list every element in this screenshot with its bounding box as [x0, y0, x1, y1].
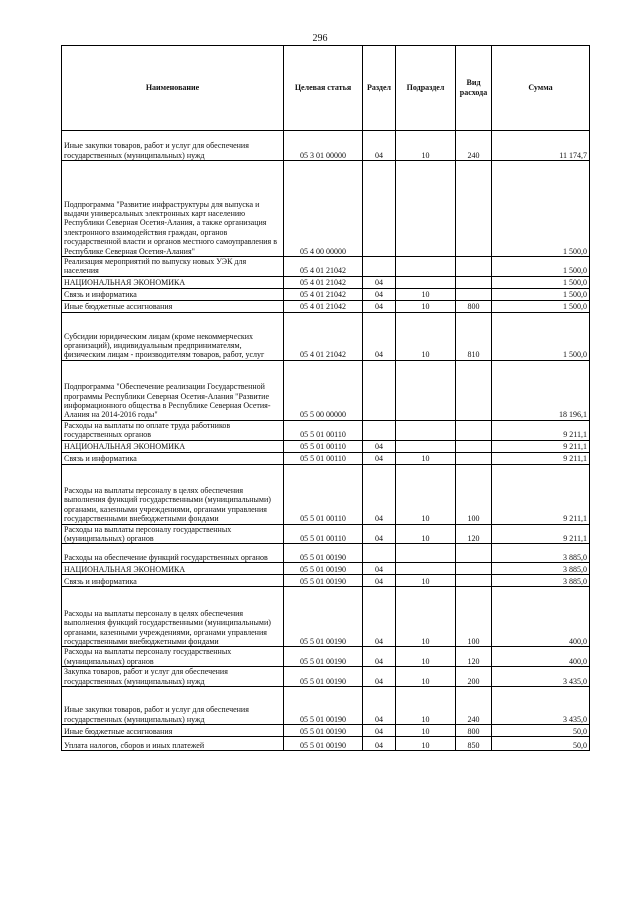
cell-name: Субсидии юридическим лицам (кроме некоммерческих организаций), индивидуальным предпринимателям, физическим лицам - производителям товаров, работ, услуг	[62, 312, 284, 360]
cell-kind: 810	[456, 312, 492, 360]
cell-kind	[456, 420, 492, 440]
cell-section: 04	[363, 524, 396, 544]
cell-sum: 1 500,0	[492, 276, 590, 288]
cell-section: 04	[363, 563, 396, 575]
cell-name: Иные закупки товаров, работ и услуг для обеспечения государственных (муниципальных) нужд	[62, 687, 284, 725]
cell-name: Реализация мероприятий по выпуску новых УЭК для населения	[62, 257, 284, 277]
page-number: 296	[312, 33, 328, 44]
cell-subsection: 10	[396, 131, 456, 161]
cell-code: 05 5 01 00110	[284, 464, 363, 524]
cell-section: 04	[363, 300, 396, 312]
cell-code: 05 4 01 21042	[284, 288, 363, 300]
cell-name: Расходы на выплаты персоналу государственных (муниципальных) органов	[62, 524, 284, 544]
cell-code: 05 5 01 00190	[284, 687, 363, 725]
cell-code: 05 5 01 00110	[284, 420, 363, 440]
table-body	[62, 131, 590, 751]
table-row	[62, 257, 590, 277]
cell-subsection: 10	[396, 464, 456, 524]
cell-sum: 3 435,0	[492, 667, 590, 687]
cell-name: Связь и информатика	[62, 575, 284, 587]
cell-sum: 9 211,1	[492, 420, 590, 440]
cell-kind: 120	[456, 647, 492, 667]
table-row	[62, 131, 590, 161]
table-row	[62, 524, 590, 544]
budget-table	[61, 45, 590, 751]
table-row	[62, 725, 590, 737]
cell-kind	[456, 452, 492, 464]
cell-code: 05 5 01 00190	[284, 575, 363, 587]
table-row	[62, 544, 590, 563]
cell-name: НАЦИОНАЛЬНАЯ ЭКОНОМИКА	[62, 440, 284, 452]
cell-code: 05 5 01 00110	[284, 440, 363, 452]
cell-sum: 9 211,1	[492, 464, 590, 524]
cell-subsection: 10	[396, 725, 456, 737]
header-name: Наименование	[62, 46, 284, 131]
cell-kind	[456, 575, 492, 587]
cell-subsection	[396, 257, 456, 277]
cell-code: 05 5 01 00190	[284, 563, 363, 575]
cell-kind: 850	[456, 737, 492, 751]
cell-sum: 3 885,0	[492, 563, 590, 575]
cell-subsection	[396, 276, 456, 288]
cell-sum: 3 885,0	[492, 575, 590, 587]
cell-section	[363, 161, 396, 257]
cell-subsection: 10	[396, 667, 456, 687]
cell-section: 04	[363, 575, 396, 587]
cell-code: 05 4 01 21042	[284, 276, 363, 288]
cell-kind: 200	[456, 667, 492, 687]
cell-section: 04	[363, 587, 396, 647]
cell-kind: 120	[456, 524, 492, 544]
cell-section	[363, 360, 396, 420]
cell-kind: 240	[456, 687, 492, 725]
cell-kind	[456, 161, 492, 257]
header-sum: Сумма	[492, 46, 590, 131]
cell-sum: 9 211,1	[492, 452, 590, 464]
cell-section: 04	[363, 725, 396, 737]
cell-name: Связь и информатика	[62, 288, 284, 300]
cell-sum: 18 196,1	[492, 360, 590, 420]
table-row	[62, 161, 590, 257]
table-row	[62, 563, 590, 575]
cell-section: 04	[363, 737, 396, 751]
cell-sum: 1 500,0	[492, 288, 590, 300]
cell-code: 05 4 01 21042	[284, 312, 363, 360]
cell-sum: 400,0	[492, 647, 590, 667]
table-row	[62, 420, 590, 440]
cell-sum: 50,0	[492, 737, 590, 751]
cell-code: 05 5 01 00110	[284, 524, 363, 544]
cell-section: 04	[363, 667, 396, 687]
cell-kind: 100	[456, 464, 492, 524]
cell-subsection: 10	[396, 575, 456, 587]
cell-subsection: 10	[396, 737, 456, 751]
cell-name: Иные бюджетные ассигнования	[62, 300, 284, 312]
cell-kind	[456, 276, 492, 288]
cell-kind: 800	[456, 300, 492, 312]
cell-sum: 9 211,1	[492, 524, 590, 544]
cell-name: НАЦИОНАЛЬНАЯ ЭКОНОМИКА	[62, 563, 284, 575]
header-section: Раздел	[363, 46, 396, 131]
cell-section: 04	[363, 464, 396, 524]
cell-code: 05 4 00 00000	[284, 161, 363, 257]
cell-sum: 11 174,7	[492, 131, 590, 161]
table-row	[62, 312, 590, 360]
cell-sum: 1 500,0	[492, 257, 590, 277]
cell-kind: 240	[456, 131, 492, 161]
cell-subsection	[396, 440, 456, 452]
cell-name: Подпрограмма "Обеспечение реализации Государственной программы Республики Северная Осетия-Алания "Развитие информационного общества в Республике Северная Осетия-Алания на 2014-2016 годы"	[62, 360, 284, 420]
cell-section: 04	[363, 131, 396, 161]
header-kind: Вид расхода	[456, 46, 492, 131]
cell-sum: 400,0	[492, 587, 590, 647]
cell-name: Уплата налогов, сборов и иных платежей	[62, 737, 284, 751]
table-header-row	[62, 46, 590, 131]
cell-subsection: 10	[396, 300, 456, 312]
cell-subsection: 10	[396, 312, 456, 360]
cell-section: 04	[363, 288, 396, 300]
cell-kind	[456, 563, 492, 575]
cell-subsection	[396, 544, 456, 563]
table-row	[62, 360, 590, 420]
table-row	[62, 575, 590, 587]
header-subsection: Подраздел	[396, 46, 456, 131]
cell-subsection: 10	[396, 647, 456, 667]
table-row	[62, 667, 590, 687]
cell-subsection: 10	[396, 288, 456, 300]
cell-section: 04	[363, 312, 396, 360]
header-code: Целевая статья	[284, 46, 363, 131]
cell-name: Расходы на обеспечение функций государственных органов	[62, 544, 284, 563]
cell-name: Иные закупки товаров, работ и услуг для обеспечения государственных (муниципальных) нужд	[62, 131, 284, 161]
cell-kind	[456, 440, 492, 452]
cell-kind: 800	[456, 725, 492, 737]
table-row	[62, 300, 590, 312]
table-row	[62, 737, 590, 751]
cell-code: 05 4 01 21042	[284, 257, 363, 277]
table-row	[62, 647, 590, 667]
cell-kind	[456, 360, 492, 420]
cell-section	[363, 257, 396, 277]
cell-sum: 1 500,0	[492, 300, 590, 312]
table-row	[62, 687, 590, 725]
cell-kind: 100	[456, 587, 492, 647]
cell-section: 04	[363, 276, 396, 288]
cell-name: Расходы на выплаты персоналу государственных (муниципальных) органов	[62, 647, 284, 667]
cell-sum: 50,0	[492, 725, 590, 737]
cell-name: НАЦИОНАЛЬНАЯ ЭКОНОМИКА	[62, 276, 284, 288]
cell-code: 05 5 01 00110	[284, 452, 363, 464]
cell-sum: 3 435,0	[492, 687, 590, 725]
cell-code: 05 5 01 00190	[284, 737, 363, 751]
cell-code: 05 3 01 00000	[284, 131, 363, 161]
table-row	[62, 587, 590, 647]
cell-code: 05 5 01 00190	[284, 667, 363, 687]
cell-sum: 1 500,0	[492, 161, 590, 257]
cell-name: Связь и информатика	[62, 452, 284, 464]
cell-kind	[456, 288, 492, 300]
cell-section	[363, 420, 396, 440]
cell-kind	[456, 544, 492, 563]
cell-subsection	[396, 360, 456, 420]
cell-code: 05 5 00 00000	[284, 360, 363, 420]
cell-code: 05 5 01 00190	[284, 544, 363, 563]
cell-section	[363, 544, 396, 563]
cell-section: 04	[363, 440, 396, 452]
table-row	[62, 452, 590, 464]
cell-subsection	[396, 161, 456, 257]
cell-code: 05 5 01 00190	[284, 647, 363, 667]
table-row	[62, 288, 590, 300]
cell-subsection: 10	[396, 687, 456, 725]
table-row	[62, 440, 590, 452]
cell-section: 04	[363, 687, 396, 725]
cell-kind	[456, 257, 492, 277]
cell-subsection	[396, 563, 456, 575]
cell-code: 05 5 01 00190	[284, 587, 363, 647]
cell-name: Подпрограмма "Развитие инфраструктуры для выпуска и выдачи универсальных электронных карт населению Республики Северная Осетия-Алания, а также организация электронного взаимодействия граждан, органов государственной власти и органов местного самоуправления в Республике Северная Осетия-Алания"	[62, 161, 284, 257]
cell-sum: 3 885,0	[492, 544, 590, 563]
cell-sum: 1 500,0	[492, 312, 590, 360]
table-row	[62, 464, 590, 524]
cell-code: 05 4 01 21042	[284, 300, 363, 312]
cell-name: Расходы на выплаты персоналу в целях обеспечения выполнения функций государственными (муниципальными) органами, казенными учреждениями, органами управления государственными внебюджетными фондами	[62, 587, 284, 647]
cell-code: 05 5 01 00190	[284, 725, 363, 737]
cell-subsection: 10	[396, 452, 456, 464]
table-row	[62, 276, 590, 288]
cell-subsection: 10	[396, 587, 456, 647]
cell-section: 04	[363, 647, 396, 667]
cell-section: 04	[363, 452, 396, 464]
cell-name: Расходы на выплаты по оплате труда работников государственных органов	[62, 420, 284, 440]
cell-subsection	[396, 420, 456, 440]
cell-name: Закупка товаров, работ и услуг для обеспечения государственных (муниципальных) нужд	[62, 667, 284, 687]
cell-subsection: 10	[396, 524, 456, 544]
cell-sum: 9 211,1	[492, 440, 590, 452]
cell-name: Расходы на выплаты персоналу в целях обеспечения выполнения функций государственными (муниципальными) органами, казенными учреждениями, органами управления государственными внебюджетными фондами	[62, 464, 284, 524]
cell-name: Иные бюджетные ассигнования	[62, 725, 284, 737]
